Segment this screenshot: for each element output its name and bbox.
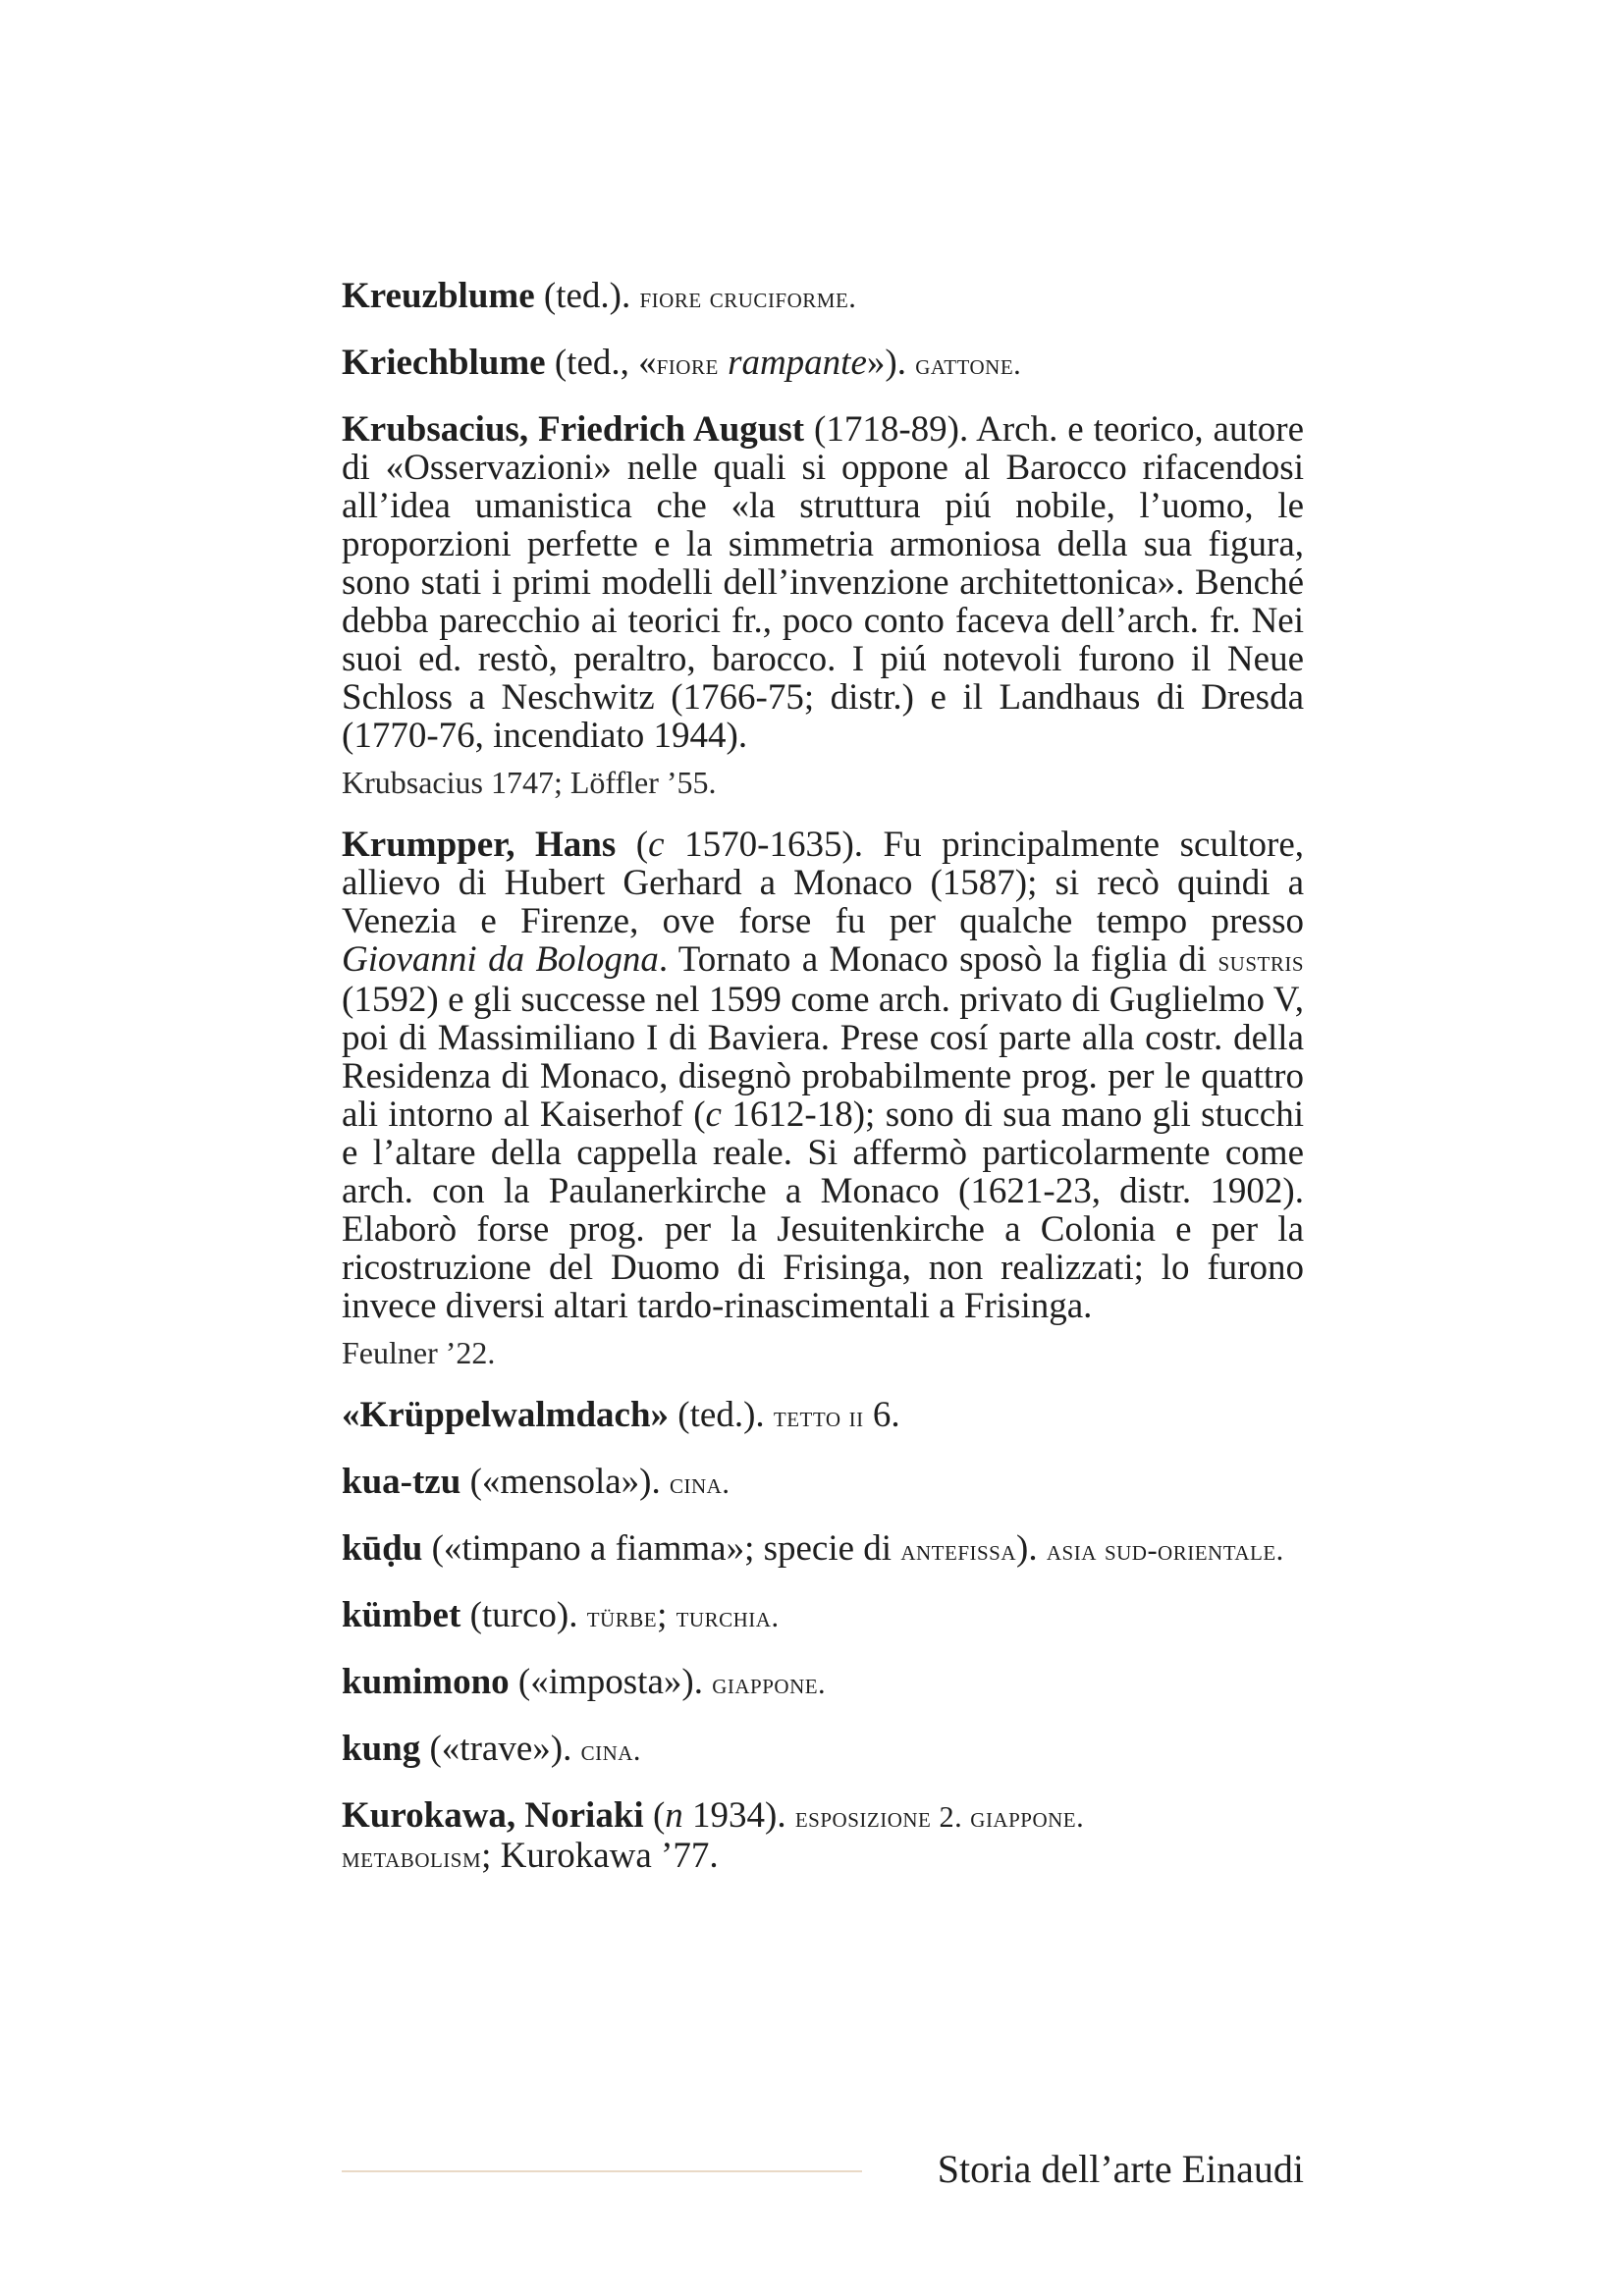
footer-title: Storia dell’arte Einaudi	[937, 2147, 1304, 2191]
entry-text: ).	[1016, 1528, 1047, 1569]
entry-text: (ted.).	[669, 1395, 774, 1435]
entry-headword: Krumpper, Hans	[342, 825, 617, 865]
entry-text: 1612-18); sono di sua mano gli stucchi e l’altare della cappella reale. Si affermò particolarmente come arch. con la Paulanerkirche a Monaco (1621-23, distr. 1902). Elaborò forse prog. per la Jesuitenkirche a Colonia e per la ricostruzione del Duomo di Frisinga, non realizzati; lo furono invece diversi altari tardo-rinascimentali a Frisinga.	[342, 1095, 1304, 1326]
cross-reference: gattone.	[915, 347, 1022, 381]
cross-reference: esposizione 2. giappone.	[794, 1800, 1085, 1834]
entry-headword: Kreuzblume	[342, 276, 535, 316]
entry-kurokawa	[342, 1796, 1304, 1877]
footer-rule	[342, 2170, 862, 2172]
cross-reference: cina.	[670, 1467, 730, 1500]
entry-kriechblume	[342, 344, 1304, 384]
entry-bibliography: Feulner ’22.	[342, 1335, 496, 1370]
cross-reference: cina.	[580, 1734, 641, 1767]
entry-text: 1934).	[682, 1795, 795, 1836]
entry-text: (turco).	[460, 1595, 587, 1635]
small-caps-text: fiore	[656, 347, 719, 381]
entry-kung	[342, 1730, 1304, 1770]
entry-text: («imposta»).	[509, 1662, 713, 1702]
entry-body: (1718-89). Arch. e teorico, autore di «Osservazioni» nelle quali si oppone al Barocco rifacendosi all’idea umanistica che «la struttura piú nobile, l’uomo, le proporzioni perfette e la simmetria armoniosa della sua figura, sono stati i primi modelli dell’invenzione architettonica». Benché debba parecchio ai teorici fr., poco conto faceva dell’arch. fr. Nei suoi ed. restò, peraltro, barocco. I piú notevoli furono il Neue Schloss a Neschwitz (1766-75; distr.) e il Landhaus di Dresda (1770-76, incendiato 1944).	[342, 409, 1304, 756]
entry-headword: kua-tzu	[342, 1462, 461, 1502]
page-footer	[342, 2145, 1304, 2194]
cross-reference: tetto ii	[773, 1400, 864, 1433]
entry-headword: Kurokawa, Noriaki	[342, 1795, 644, 1836]
entry-kruppelwalmdach	[342, 1396, 1304, 1436]
italic-text: n	[665, 1795, 683, 1836]
entry-bibliography: Krubsacius 1747; Löffler ’55.	[342, 765, 717, 800]
italic-text: rampante	[728, 343, 867, 383]
cross-reference: antefissa	[900, 1533, 1017, 1567]
entry-text: . Tornato a Monaco sposò la figlia di	[658, 939, 1218, 980]
entry-text: («trave»).	[420, 1729, 581, 1769]
cross-reference: turchia.	[676, 1600, 780, 1633]
entry-krumpper	[342, 826, 1304, 1325]
entry-text: »).	[866, 343, 916, 383]
entry-krubsacius	[342, 410, 1304, 755]
cross-reference: giappone.	[712, 1667, 827, 1700]
entry-text: (1592) e gli successe nel 1599 come arch. privato di Guglielmo V, poi di Massimiliano I di Baviera. Prese cosí parte alla costr. della Residenza di Monaco, disegnò probabilmente prog. per le quattro ali intorno al Kaiserhof (	[342, 980, 1304, 1135]
entry-text: ;	[657, 1595, 676, 1635]
entry-headword: «Krüppelwalmdach»	[342, 1395, 670, 1435]
entry-text: («timpano a fiamma»; specie di	[422, 1528, 901, 1569]
entry-headword: kumimono	[342, 1662, 510, 1702]
italic-text: c	[648, 825, 665, 865]
italic-text: c	[705, 1095, 722, 1135]
entry-headword: kung	[342, 1729, 421, 1769]
entry-text: (ted.).	[534, 276, 640, 316]
entry-kudu	[342, 1529, 1304, 1570]
entry-kumimono	[342, 1663, 1304, 1703]
entry-headword: Krubsacius, Friedrich August	[342, 409, 805, 450]
entry-kua-tzu	[342, 1463, 1304, 1503]
cross-reference: fiore cruciforme.	[639, 281, 857, 314]
entry-text: (ted., «	[545, 343, 657, 383]
dictionary-page-body	[342, 277, 1304, 1903]
cross-reference: türbe	[586, 1600, 658, 1633]
entry-text: («mensola»).	[460, 1462, 671, 1502]
entry-text: (	[643, 1795, 666, 1836]
italic-text: Giovanni da Bologna	[342, 939, 659, 980]
entry-headword: kūḍu	[342, 1528, 423, 1569]
entry-text: 6.	[863, 1395, 900, 1435]
cross-reference: sustris	[1217, 944, 1304, 978]
entry-kumbet	[342, 1596, 1304, 1636]
entry-kreuzblume	[342, 277, 1304, 317]
cross-reference: asia sud-orientale.	[1046, 1533, 1284, 1567]
entry-headword: Kriechblume	[342, 343, 546, 383]
entry-text: (	[616, 825, 649, 865]
entry-text: ; Kurokawa ’77.	[481, 1836, 719, 1876]
entry-headword: kümbet	[342, 1595, 461, 1635]
entry-text: 1570-1635). Fu principalmente scultore, allievo di Hubert Gerhard a Monaco (1587); si recò quindi a Venezia e Firenze, ove forse fu per qualche tempo presso	[342, 825, 1304, 941]
cross-reference: metabolism	[342, 1841, 482, 1874]
